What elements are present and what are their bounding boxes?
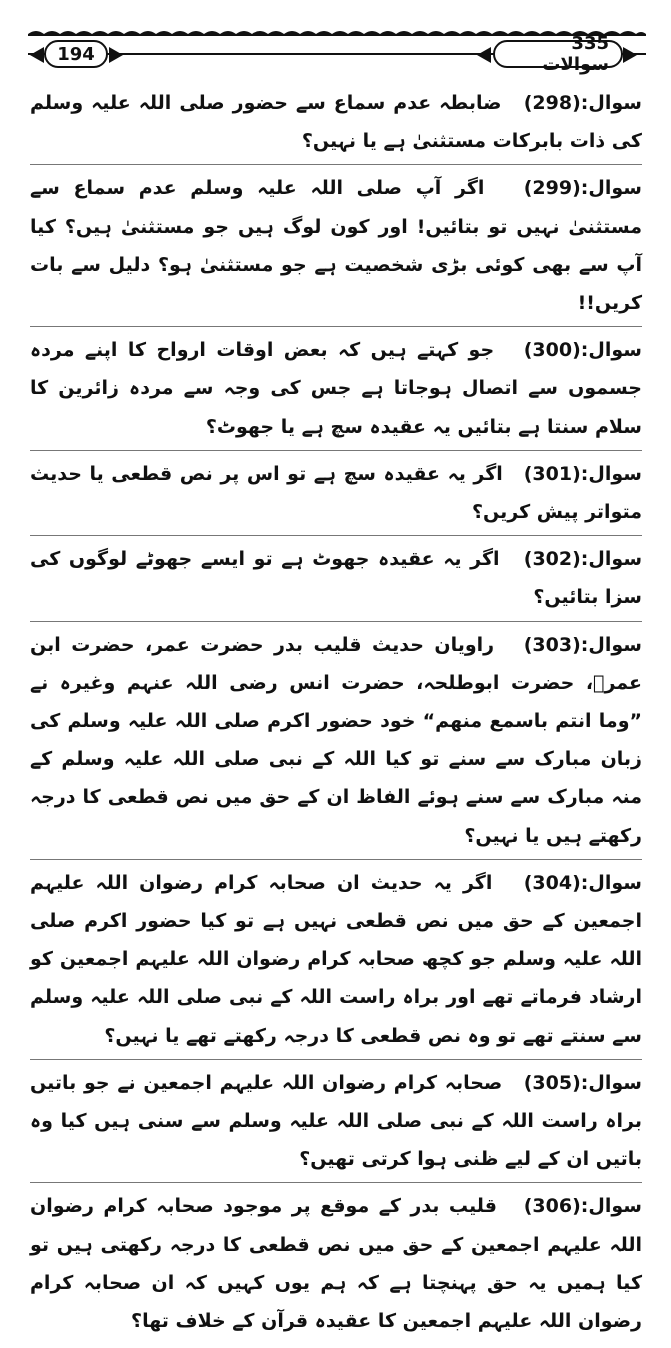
question-label: سوال (588, 462, 642, 485)
arrow-left-icon (30, 47, 44, 63)
arrow-right-icon (109, 47, 123, 63)
question-item (30, 1064, 642, 1184)
question-label: سوال (588, 633, 642, 656)
question-number: (299): (523, 177, 589, 200)
questions-list (30, 84, 642, 1348)
question-number: (305): (523, 1071, 589, 1094)
question-number: (306): (523, 1195, 589, 1218)
question-item (30, 1187, 642, 1344)
question-text: ضابطہ عدم سماع سے حضور صلی اللہ علیہ وسلم کی ذات بابرکات مستثنیٰ ہے یا نہیں؟ (30, 92, 642, 153)
question-label: سوال (588, 548, 643, 571)
question-text: راویان حدیث قلیب بدر حضرت عمر، حضرت ابن عمرؓ، حضرت ابوطلحہ، حضرت انس رضی اللہ عنہم وغیرہ نے ”وما انتم باسمع منھم“ خود حضور اکرم صلی اللہ علیہ وسلم کی زبان مبارک سے سنے تو کیا اللہ کے نبی صلی اللہ علیہ وسلم کے منہ مبارک سے سنے ہوئے الفاظ ان کے حق میں نص قطعی کا درجہ رکھتے ہیں یا نہیں؟ (30, 633, 642, 847)
question-text: اگر آپ صلی اللہ علیہ وسلم عدم سماع سے مستثنیٰ نہیں تو بتائیں! اور کون لوگ ہیں جو مستثنیٰ ہیں؟ کیا آپ سے بھی کوئی بڑی شخصیت ہے جو مستثنیٰ ہو؟ دلیل سے بات کریں!! (30, 177, 642, 315)
question-label: سوال (588, 92, 642, 114)
question-item (30, 626, 642, 860)
question-text: اگر یہ عقیدہ سچ ہے تو اس پر نص قطعی یا حدیث متواتر پیش کریں؟ (30, 462, 642, 524)
question-number: (304): (523, 871, 589, 894)
question-item (30, 540, 642, 621)
arrow-right-icon (623, 47, 637, 63)
question-label: سوال (588, 339, 642, 362)
book-title: 335 سوالات (542, 33, 609, 75)
book-title-badge (493, 33, 623, 75)
question-label: سوال (588, 1195, 642, 1218)
question-item (30, 84, 642, 165)
question-number: (301): (523, 462, 589, 485)
question-item (30, 169, 642, 327)
question-text: اگر یہ عقیدہ جھوٹ ہے تو ایسے جھوٹے لوگوں کی سزا بتائیں؟ (30, 548, 642, 609)
arrow-left-icon (477, 47, 491, 63)
page-number: 194 (57, 43, 95, 65)
question-text: اگر یہ حدیث ان صحابہ کرام رضوان اللہ علیہم اجمعین کے حق میں نص قطعی نہیں ہے تو کیا حضور اکرم صلی اللہ علیہ وسلم جو کچھ صحابہ کرام رضوان اللہ علیہم اجمعین کو ارشاد فرماتے تھے اور براہ راست اللہ کے نبی صلی اللہ علیہ وسلم سے سنتے تھے تو وہ نص قطعی کا درجہ رکھتے تھے یا نہیں؟ (30, 871, 642, 1047)
page-number-badge (44, 40, 108, 68)
question-label: سوال (588, 177, 642, 200)
question-item (30, 864, 642, 1060)
question-number: (303): (523, 633, 589, 656)
question-item (30, 331, 642, 451)
question-label: سوال (588, 1071, 642, 1094)
question-number: (302): (523, 548, 589, 571)
question-text: صحابہ کرام رضوان اللہ علیہم اجمعین نے جو باتیں براہ راست اللہ کے نبی صلی اللہ علیہ وسلم سے سنی ہیں کیا وہ باتیں ان کے لیے ظنی ہوا کرتی تھیں؟ (30, 1071, 642, 1171)
question-label: سوال (588, 871, 642, 894)
question-item (30, 455, 642, 536)
question-number: (298): (523, 92, 589, 114)
question-text: جو کہتے ہیں کہ بعض اوقات ارواح کا اپنے مردہ جسموں سے اتصال ہوجاتا ہے جس کی وجہ سے مردہ زائرین کا سلام سنتا ہے بتائیں یہ عقیدہ سچ ہے یا جھوٹ؟ (30, 339, 642, 438)
question-number: (300): (523, 339, 589, 362)
question-text: قلیب بدر کے موقع پر موجود صحابہ کرام رضوان اللہ علیہم اجمعین کے حق میں نص قطعی کا درجہ رکھتی ہیں تو کیا ہمیں یہ حق پہنچتا ہے کہ ہم یوں کہیں کہ ان صحابہ کرام رضوان اللہ علیہم اجمعین کا عقیدہ قرآن کے خلاف تھا؟ (30, 1195, 642, 1333)
